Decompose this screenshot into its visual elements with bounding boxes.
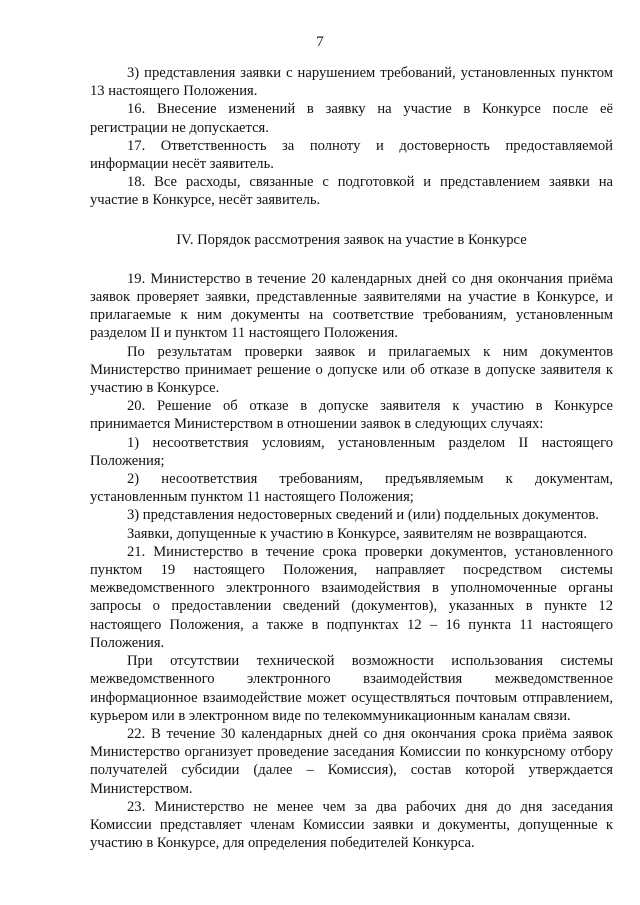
section-heading: IV. Порядок рассмотрения заявок на участие в Конкурсе xyxy=(176,231,527,248)
paragraph-20-note: Заявки, допущенные к участию в Конкурсе, заявителям не возвращаются. xyxy=(127,525,587,542)
document-body xyxy=(90,64,613,852)
paragraph-19-result: По результатам проверки заявок и прилагаемых к ним документов Министерство принимает решение о допуске или об отказе в допуске заявителя к участию в Конкурсе. xyxy=(90,343,613,397)
paragraph-18: 18. Все расходы, связанные с подготовкой и представлением заявки на участие в Конкурсе, несёт заявитель. xyxy=(90,174,613,209)
paragraph-17: 17. Ответственность за полноту и достоверность предоставляемой информации несёт заявитель. xyxy=(90,137,613,173)
paragraph-20-3: 3) представления недостоверных сведений и (или) поддельных документов. xyxy=(127,507,599,524)
paragraph-20-1: 1) несоответствия условиям, установленным разделом II настоящего Положения; xyxy=(90,434,613,469)
paragraph-15-3: 3) представления заявки с нарушением требований, установленных пунктом 13 настоящего Положения. xyxy=(90,65,613,100)
paragraph-19: 19. Министерство в течение 20 календарных дней со дня окончания приёма заявок проверяет заявки, представленные заявителями на участие в Конкурсе, и прилагаемые к ним документы на соответствие требованиям, установленным разделом II и пунктом 11 настоящего Положения. xyxy=(90,270,613,342)
page-number: 7 xyxy=(316,34,324,50)
paragraph-22: 22. В течение 30 календарных дней со дня окончания срока приёма заявок Министерство организует проведение заседания Комиссии по конкурсному отбору получателей субсидии (далее – Комиссия), состав которой утверждается Министерством. xyxy=(90,725,613,797)
paragraph-23: 23. Министерство не менее чем за два рабочих дня до дня заседания Комиссии представляет членам Комиссии заявки и документы, допущенные к участию в Конкурсе, для определения победителей Конкурса. xyxy=(90,798,613,852)
paragraph-21: 21. Министерство в течение срока проверки документов, установленного пунктом 19 настоящего Положения, направляет посредством системы межведомственного электронного взаимодействия в уполномоченные органы запросы о предоставлении сведений (документов), указанных в пункте 12 настоящего Положения, а также в подпунктах 12 – 16 пункта 11 настоящего Положения. xyxy=(90,543,613,651)
paragraph-20: 20. Решение об отказе в допуске заявителя к участию в Конкурсе принимается Министерством в отношении заявок в следующих случаях: xyxy=(90,398,613,433)
paragraph-20-2: 2) несоответствия требованиям, предъявляемым к документам, установленным пунктом 11 настоящего Положения; xyxy=(90,471,613,506)
paragraph-16: 16. Внесение изменений в заявку на участие в Конкурсе после её регистрации не допускается. xyxy=(90,101,613,136)
paragraph-21-fallback: При отсутствии технической возможности использования системы межведомственного электронного взаимодействия межведомственное информационное взаимодействие может осуществляться почтовым отправлением, курьером или в электронном виде по телекоммуникационным каналам связи. xyxy=(90,653,613,724)
